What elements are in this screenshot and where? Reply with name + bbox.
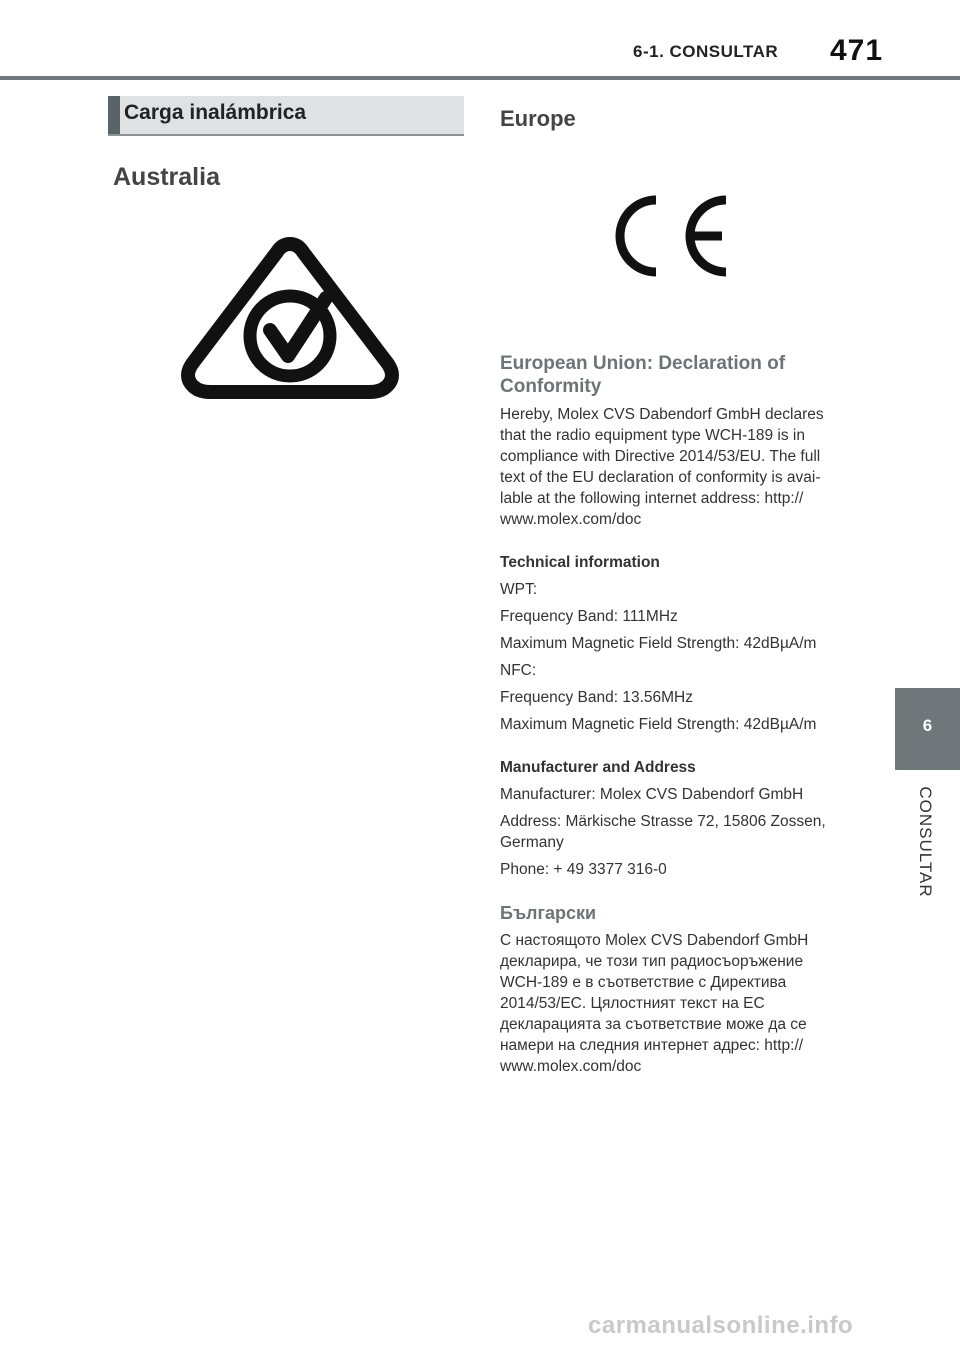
heading-australia: Australia	[113, 163, 220, 191]
heading-europe: Europe	[500, 106, 576, 131]
tech-line: Frequency Band: 111MHz	[500, 608, 678, 625]
heading-eu-declaration: European Union: Declaration of Conformity	[500, 353, 786, 397]
chapter-number: 6	[922, 716, 933, 735]
tech-line: Maximum Magnetic Field Strength: 42dBµA/m	[500, 716, 817, 733]
chapter-label: CONSULTAR	[916, 786, 935, 898]
manufacturer-line: Address: Märkische Strasse 72, 15806 Zossen, Germany	[500, 813, 826, 851]
right-column	[500, 352, 845, 1077]
running-header-section: 6-1. CONSULTAR	[633, 42, 779, 61]
section-title: Carga inalámbrica	[124, 101, 307, 124]
ce-mark-icon	[612, 192, 732, 280]
tech-line: Frequency Band: 13.56MHz	[500, 689, 693, 706]
header-rule	[0, 76, 960, 80]
tech-line: Maximum Magnetic Field Strength: 42dBµA/m	[500, 635, 817, 652]
chapter-tab[interactable]	[895, 688, 960, 770]
section-banner	[108, 96, 464, 136]
bulgarian-declaration-text: С настоящото Molex CVS Dabendorf GmbH декларира, че този тип радиосъоръжение WCH-189 е в съответствие с Директива 2014/53/ЕС. Цялостният текст на ЕС декларацията за съответствие може да се намери на следния интернет адрес: http:// www.molex.com/doc	[500, 932, 809, 1075]
page-number: 471	[830, 34, 884, 67]
heading-manufacturer: Manufacturer and Address	[500, 759, 696, 776]
rcm-compliance-mark-icon	[178, 230, 402, 400]
tech-line: NFC:	[500, 662, 537, 679]
heading-bulgarian: Български	[500, 903, 597, 923]
tech-line: WPT:	[500, 581, 538, 598]
eu-declaration-text: Hereby, Molex CVS Dabendorf GmbH declares that the radio equipment type WCH-189 is in compliance with Directive 2014/53/EU. The full text of the EU declaration of conformity is avai- lable at the following internet address: http:// www.molex.com/doc	[500, 406, 824, 528]
watermark: carmanualsonline.info	[588, 1312, 854, 1339]
manufacturer-line: Manufacturer: Molex CVS Dabendorf GmbH	[500, 786, 804, 803]
banner-accent-bar	[108, 96, 120, 134]
heading-technical-information: Technical information	[500, 554, 660, 571]
manufacturer-line: Phone: + 49 3377 316-0	[500, 861, 667, 878]
